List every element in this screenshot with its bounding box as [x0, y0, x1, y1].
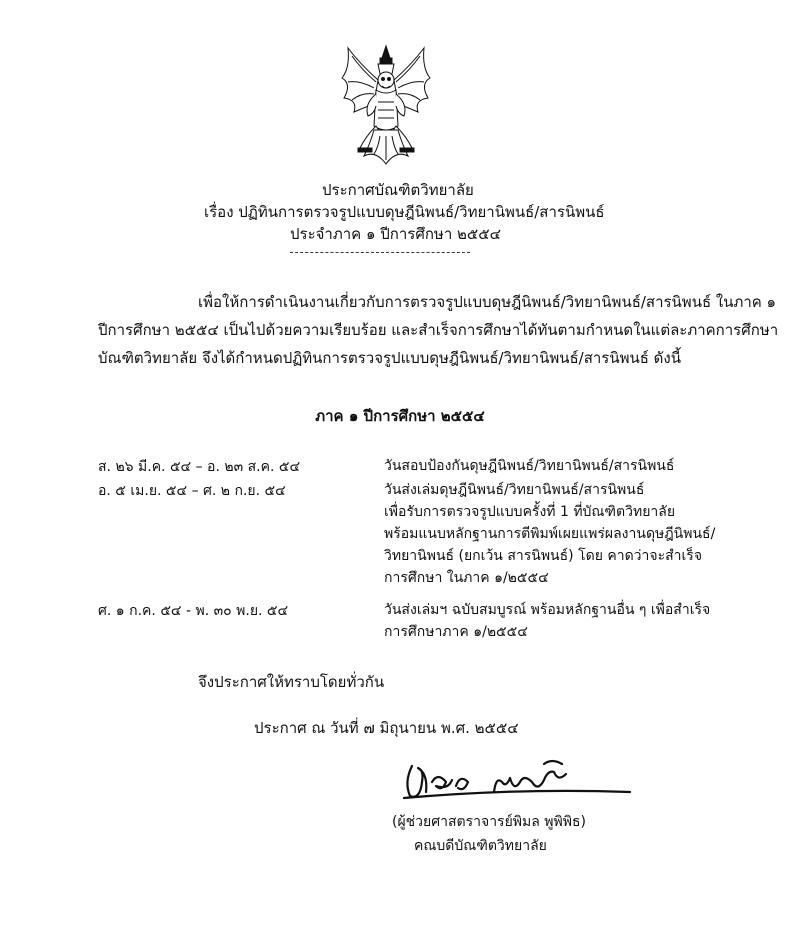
term-line: ประจำภาค ๑ ปีการศึกษา ๒๕๕๔ [290, 225, 501, 243]
intro-line-3: บัณฑิตวิทยาลัย จึงได้กำหนดปฏิทินการตรวจรูปแบบดุษฎีนิพนธ์/วิทยานิพนธ์/สารนิพนธ์ ดังนี้ [98, 349, 681, 367]
schedule-desc-line: การศึกษาภาค ๑/๒๕๕๔ [384, 624, 528, 640]
schedule-desc-line: วิทยานิพนธ์ (ยกเว้น สารนิพนธ์) โดย คาดว่าจะสำเร็จ [384, 548, 703, 564]
dated-line: ประกาศ ณ วันที่ ๗ มิถุนายน พ.ศ. ๒๕๕๔ [254, 719, 519, 737]
schedule-desc-line: เพื่อรับการตรวจรูปแบบครั้งที่ 1 ที่บัณฑิตวิทยาลัย [384, 504, 676, 520]
signer-name: (ผู้ช่วยศาสตราจารย์พิมล พูพิพิธ) [392, 814, 586, 830]
header-divider [290, 252, 470, 253]
schedule-desc-line: การศึกษา ในภาค ๑/๒๕๕๔ [384, 570, 549, 586]
intro-line-2: ปีการศึกษา ๒๕๕๔ เป็นไปด้วยความเรียบร้อย และสำเร็จการศึกษาได้ทันตามกำหนดในแต่ละภาคการศึกษา [98, 321, 779, 339]
schedule-desc-line: วันส่งเล่มฯ ฉบับสมบูรณ์ พร้อมหลักฐานอื่น ๆ เพื่อสำเร็จ [384, 602, 711, 618]
schedule-desc-line: วันส่งเล่มดุษฎีนิพนธ์/วิทยานิพนธ์/สารนิพนธ์ [384, 482, 645, 498]
signature-image [398, 752, 638, 808]
schedule-desc-line: พร้อมแนบหลักฐานการตีพิมพ์เผยแพร่ผลงานดุษฎีนิพนธ์/ [384, 526, 716, 542]
subject-line: เรื่อง ปฏิทินการตรวจรูปแบบดุษฎีนิพนธ์/วิทยานิพนธ์/สารนิพนธ์ [204, 203, 605, 221]
closing-line: จึงประกาศให้ทราบโดยทั่วกัน [198, 673, 385, 691]
section-heading: ภาค ๑ ปีการศึกษา ๒๕๕๔ [315, 407, 485, 425]
schedule-desc-1 [384, 455, 674, 477]
schedule-desc-line: วันสอบป้องกันดุษฎีนิพนธ์/วิทยานิพนธ์/สารนิพนธ์ [384, 458, 675, 474]
intro-line-1: เพื่อให้การดำเนินงานเกี่ยวกับการตรวจรูปแบบดุษฎีนิพนธ์/วิทยานิพนธ์/สารนิพนธ์ ในภาค ๑ [198, 293, 777, 311]
schedule-desc-3 [384, 599, 710, 643]
schedule-date-3: ศ. ๑ ก.ค. ๕๔ - พ. ๓๐ พ.ย. ๕๔ [98, 603, 289, 619]
signer-title: คณบดีบัณฑิตวิทยาลัย [414, 838, 547, 854]
garuda-emblem-icon [330, 44, 442, 168]
org-title: ประกาศบัณฑิตวิทยาลัย [322, 181, 474, 199]
schedule-desc-2 [384, 479, 715, 589]
schedule-date-2: อ. ๕ เม.ย. ๕๔ – ศ. ๒ ก.ย. ๕๔ [98, 483, 286, 499]
schedule-date-1: ส. ๒๖ มี.ค. ๕๔ – อ. ๒๓ ส.ค. ๕๔ [98, 459, 301, 475]
